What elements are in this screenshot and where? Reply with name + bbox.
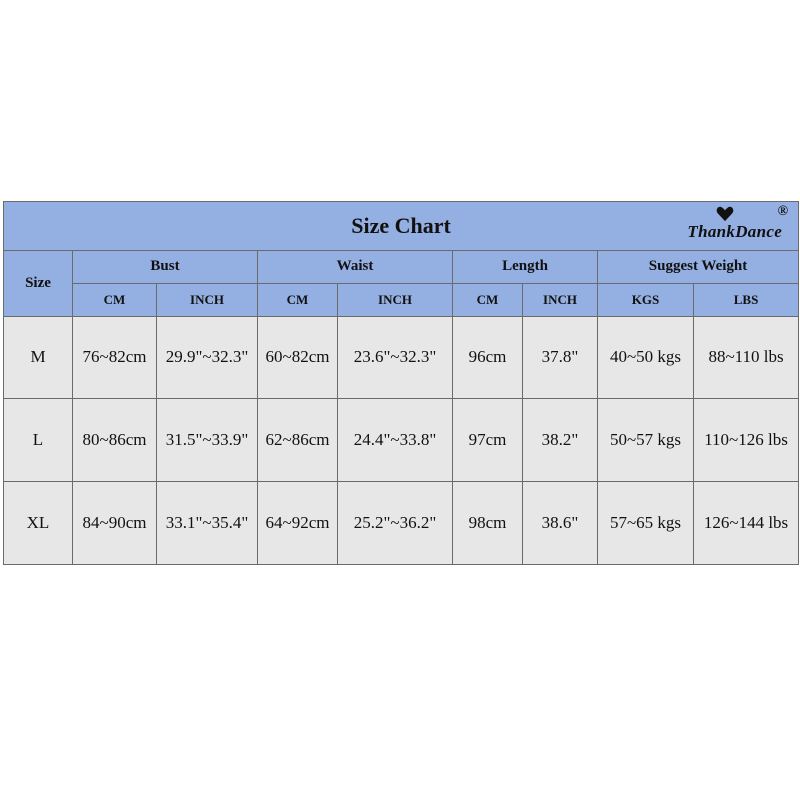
unit-header: CM bbox=[258, 283, 338, 316]
unit-header: LBS bbox=[694, 283, 799, 316]
table-row bbox=[4, 399, 799, 482]
table-row bbox=[4, 482, 799, 565]
table-cell: 62~86cm bbox=[258, 399, 338, 482]
table-cell: 126~144 lbs bbox=[694, 482, 799, 565]
table-row bbox=[4, 316, 799, 399]
brand-logo bbox=[652, 204, 789, 244]
table-cell: 97cm bbox=[453, 399, 523, 482]
table-cell: 84~90cm bbox=[73, 482, 157, 565]
size-chart-table bbox=[3, 201, 799, 565]
table-cell: 38.2" bbox=[523, 399, 598, 482]
size-cell: XL bbox=[4, 482, 73, 565]
brand-name: ThankDance bbox=[687, 222, 783, 241]
unit-header: CM bbox=[453, 283, 523, 316]
table-cell: 40~50 kgs bbox=[598, 316, 694, 399]
length-header: Length bbox=[453, 251, 598, 284]
table-cell: 96cm bbox=[453, 316, 523, 399]
registered-mark: ® bbox=[777, 204, 789, 219]
table-cell: 25.2"~36.2" bbox=[338, 482, 453, 565]
size-header: Size bbox=[4, 251, 73, 316]
unit-header: INCH bbox=[523, 283, 598, 316]
size-cell: L bbox=[4, 399, 73, 482]
table-cell: 98cm bbox=[453, 482, 523, 565]
table-cell: 38.6" bbox=[523, 482, 598, 565]
page-title: Size Chart bbox=[351, 213, 451, 239]
table-cell: 33.1"~35.4" bbox=[157, 482, 258, 565]
table-cell: 80~86cm bbox=[73, 399, 157, 482]
table-cell: 57~65 kgs bbox=[598, 482, 694, 565]
table-cell: 23.6"~32.3" bbox=[338, 316, 453, 399]
table-cell: 31.5"~33.9" bbox=[157, 399, 258, 482]
table-cell: 24.4"~33.8" bbox=[338, 399, 453, 482]
table-cell: 88~110 lbs bbox=[694, 316, 799, 399]
table-cell: 50~57 kgs bbox=[598, 399, 694, 482]
unit-header: INCH bbox=[338, 283, 453, 316]
heart-icon bbox=[716, 206, 734, 222]
waist-header: Waist bbox=[258, 251, 453, 284]
unit-header: KGS bbox=[598, 283, 694, 316]
title-cell bbox=[4, 202, 799, 251]
unit-header: CM bbox=[73, 283, 157, 316]
table-cell: 29.9"~32.3" bbox=[157, 316, 258, 399]
table-cell: 37.8" bbox=[523, 316, 598, 399]
weight-header: Suggest Weight bbox=[598, 251, 799, 284]
size-cell: M bbox=[4, 316, 73, 399]
table-cell: 110~126 lbs bbox=[694, 399, 799, 482]
table-cell: 76~82cm bbox=[73, 316, 157, 399]
bust-header: Bust bbox=[73, 251, 258, 284]
unit-header: INCH bbox=[157, 283, 258, 316]
table-cell: 60~82cm bbox=[258, 316, 338, 399]
table-cell: 64~92cm bbox=[258, 482, 338, 565]
